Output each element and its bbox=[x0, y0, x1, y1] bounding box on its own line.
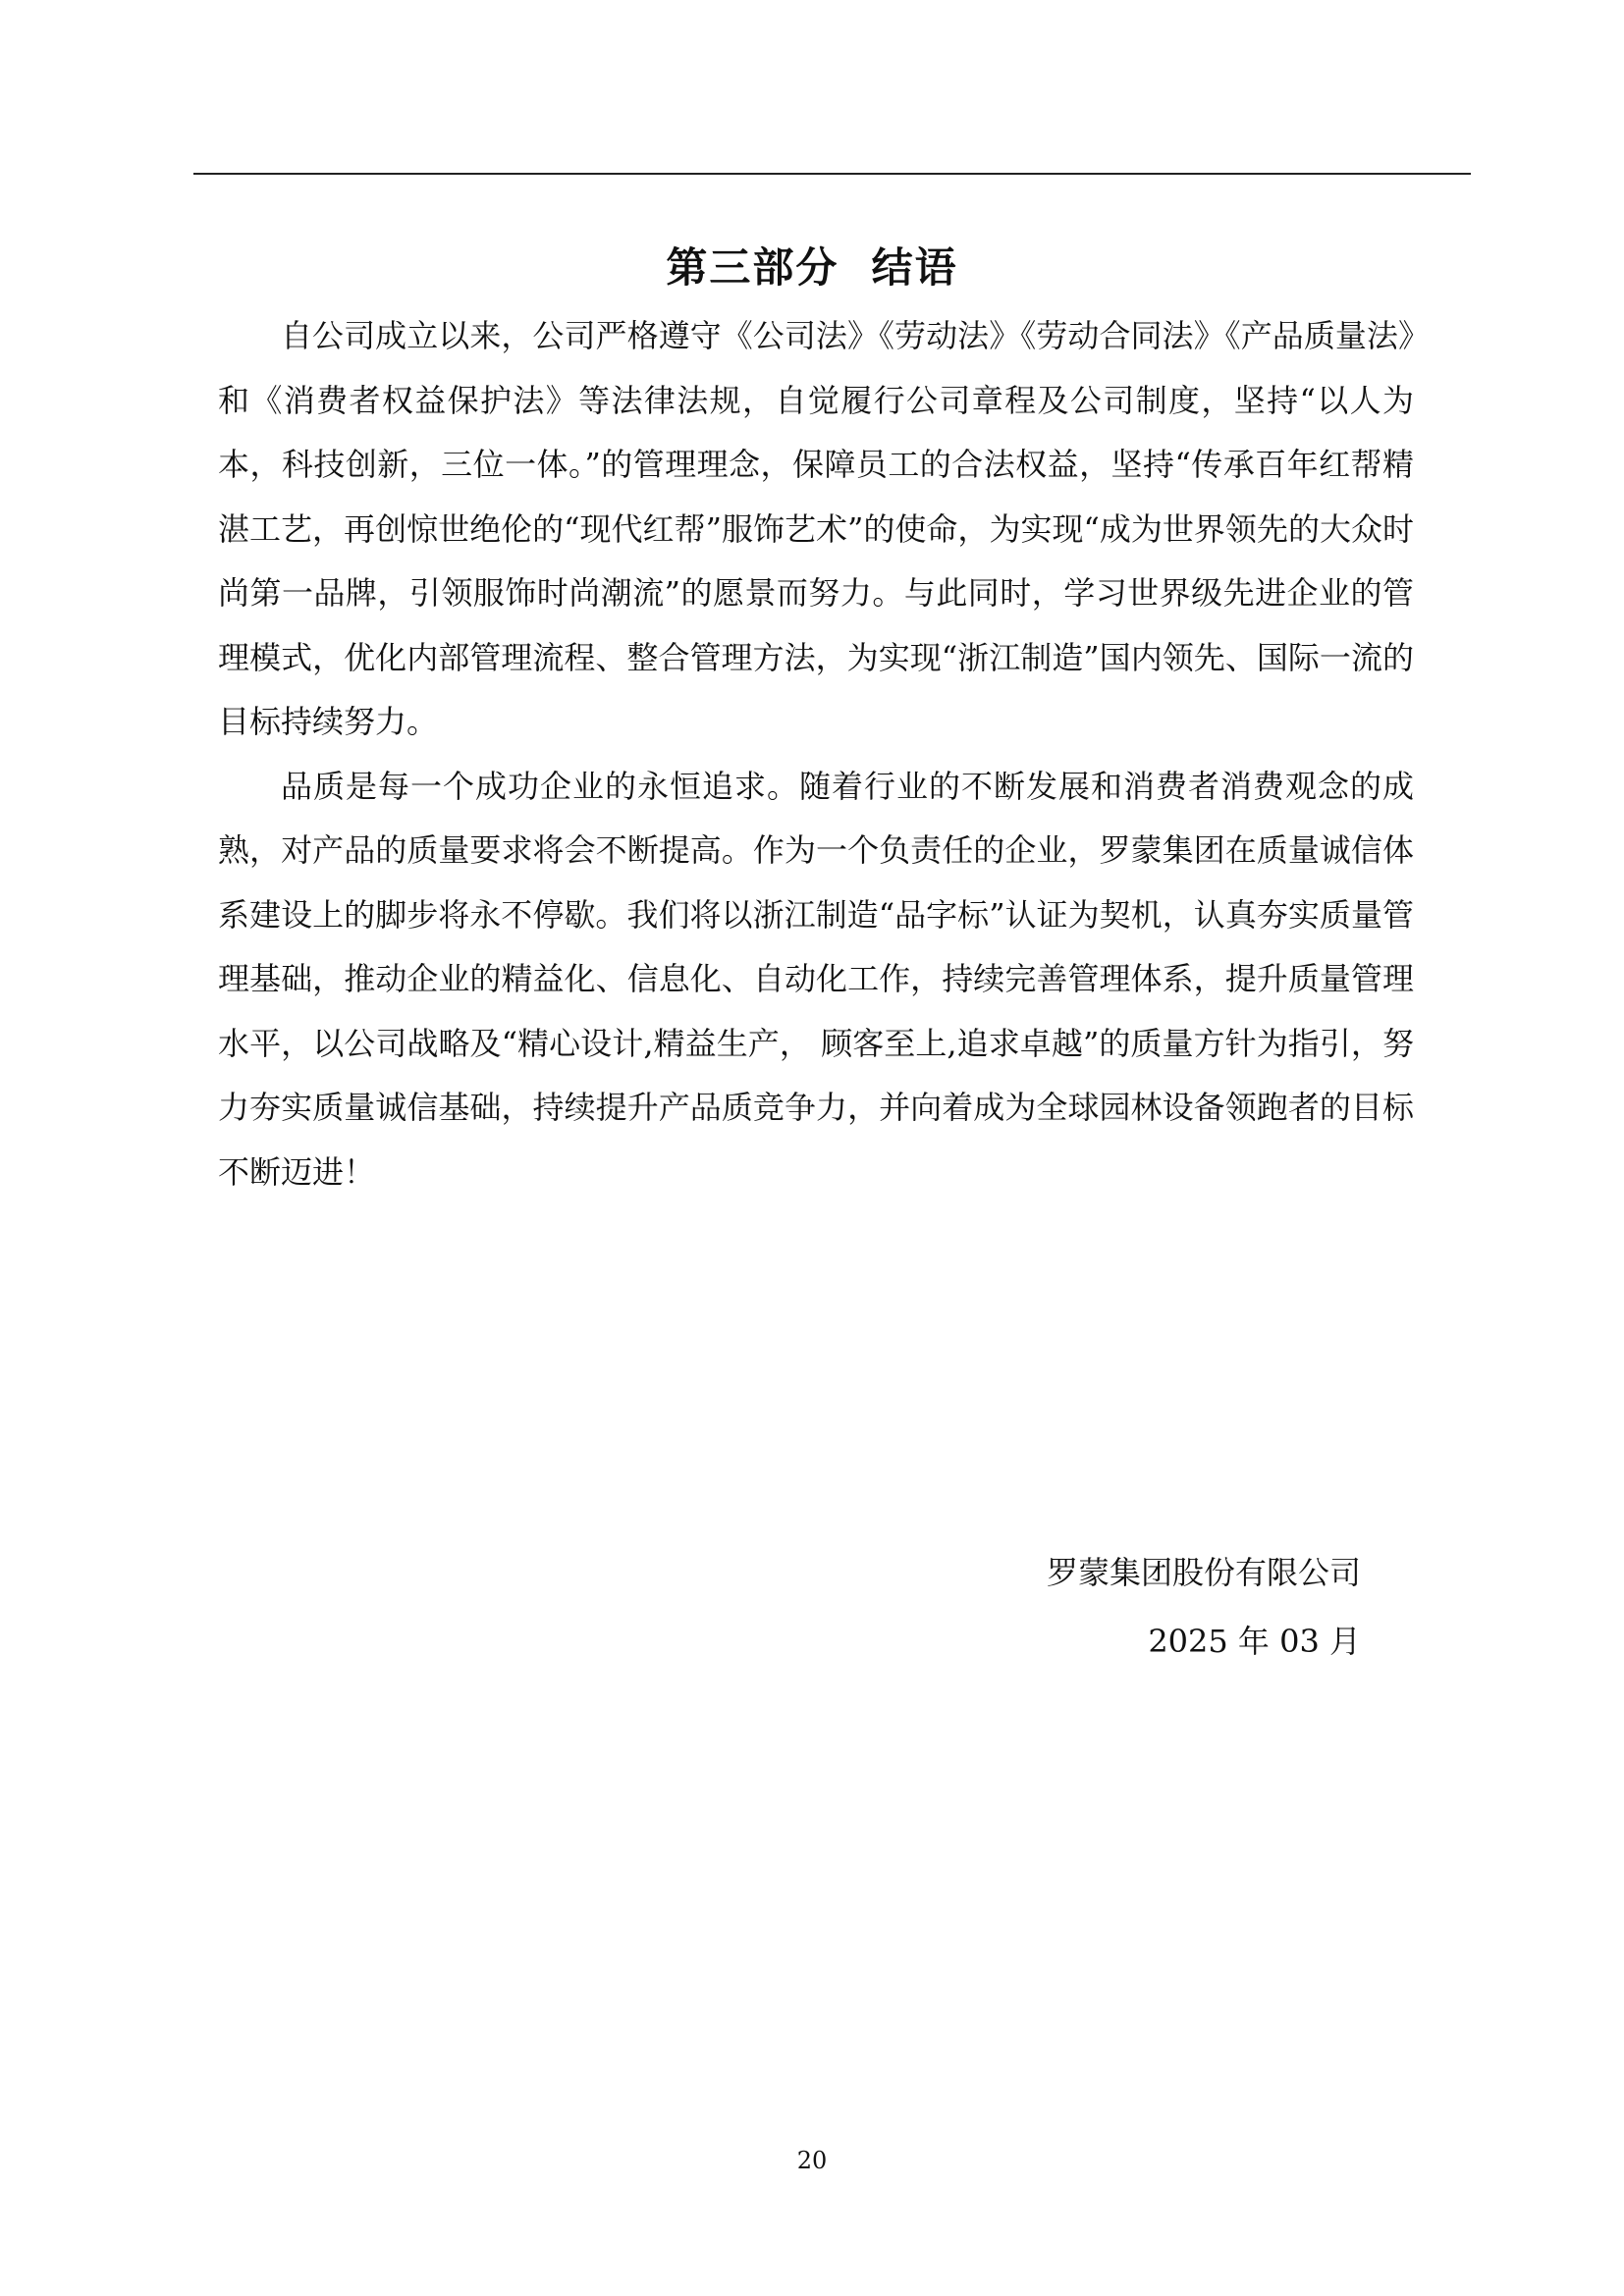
header-rule bbox=[193, 173, 1471, 175]
paragraph-compliance: 自公司成立以来，公司严格遵守《公司法》《劳动法》《劳动合同法》《产品质量法》和《消费者权益保护法》等法律法规，自觉履行公司章程及公司制度，坚持“以人为本，科技创新，三位一体。”的管理理念，保障员工的合法权益，坚持“传承百年红帮精湛工艺，再创惊世绝伦的“现代红帮”服饰艺术”的使命，为实现“成为世界领先的大众时尚第一品牌，引领服饰时尚潮流”的愿景而努力。与此同时，学习世界级先进企业的管理模式，优化内部管理流程、整合管理方法，为实现“浙江制造”国内领先、国际一流的目标持续努力。 bbox=[218, 317, 1414, 740]
page-number: 20 bbox=[796, 2147, 828, 2174]
paragraph-quality: 品质是每一个成功企业的永恒追求。随着行业的不断发展和消费者消费观念的成熟，对产品的质量要求将会不断提高。作为一个负责任的企业，罗蒙集团在质量诚信体系建设上的脚步将永不停歇。我们将以浙江制造“品字标”认证为契机，认真夯实质量管理基础，推动企业的精益化、信息化、自动化工作，持续完善管理体系，提升质量管理水平，以公司战略及“精心设计,精益生产， 顾客至上,追求卓越”的质量方针为指引，努力夯实质量诚信基础，持续提升产品质竞争力，并向着成为全球园林设备领跑者的目标不断迈进！ bbox=[218, 767, 1414, 1191]
section-title: 第三部分 结语 bbox=[666, 243, 958, 293]
conclusion-body bbox=[218, 304, 1414, 1204]
signature-company: 罗蒙集团股份有限公司 bbox=[1046, 1554, 1361, 1591]
signature-date: 2025 年 03 月 bbox=[1148, 1623, 1361, 1660]
